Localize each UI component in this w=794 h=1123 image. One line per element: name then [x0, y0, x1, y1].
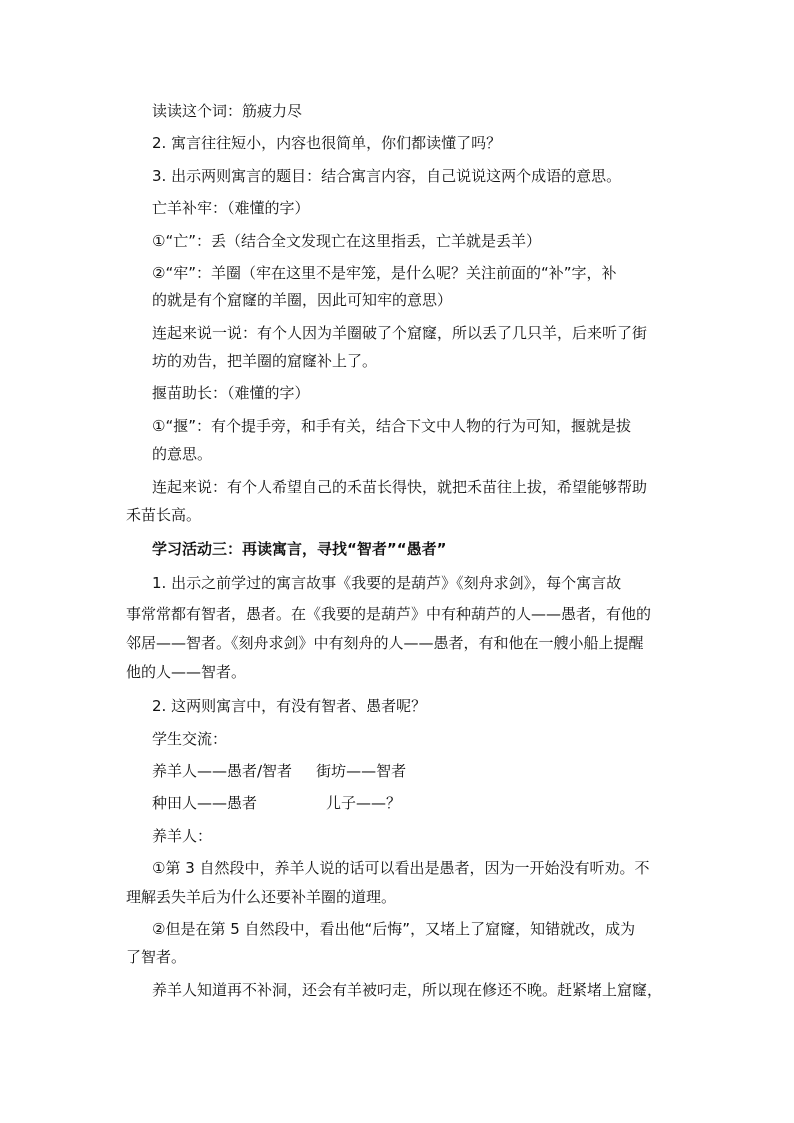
text-line: ①“揠”：有个提手旁，和手有关，结合下文中人物的行为可知，揠就是拔: [152, 417, 631, 435]
pair-line: [152, 793, 401, 813]
text-line: 事常常都有智者，愚者。在《我要的是葫芦》中有种葫芦的人——愚者，有他的: [126, 605, 652, 623]
text-line: 2. 这两则寓言中，有没有智者、愚者呢？: [152, 697, 427, 715]
text-line: ①第 3 自然段中，养羊人说的话可以看出是愚者，因为一开始没有听劝。不: [152, 859, 650, 877]
pair-right: 儿子——？: [326, 794, 402, 812]
text-line: 连起来说一说：有个人因为羊圈破了个窟窿，所以丢了几只羊，后来听了街: [152, 324, 648, 342]
text-line: 揠苗助长：（难懂的字）: [152, 384, 310, 402]
text-line: 的就是有个窟窿的羊圈，因此可知牢的意思）: [152, 291, 453, 309]
text-line: ①“亡”：丢（结合全文发现亡在这里指丢，亡羊就是丢羊）: [152, 232, 541, 250]
text-line: ②“牢”：羊圈（牢在这里不是牢笼，是什么呢？关注前面的“补”字，补: [152, 264, 617, 282]
text-line: 养羊人知道再不补洞，还会有羊被叼走，所以现在修还不晚。赶紧堵上窟窿，: [152, 981, 663, 999]
pair-left: 养羊人——愚者/智者: [152, 762, 293, 780]
text-line: 学生交流：: [152, 730, 228, 748]
text-line: 邻居——智者。《刻舟求剑》中有刻舟的人——愚者，有和他在一艘小船上提醒: [126, 634, 644, 652]
text-line: 理解丢失羊后为什么还要补羊圈的道理。: [126, 888, 397, 906]
text-line: 3. 出示两则寓言的题目：结合寓言内容，自己说说这两个成语的意思。: [152, 167, 622, 185]
text-line: 的意思。: [152, 445, 213, 463]
pair-right: 街坊——智者: [316, 762, 407, 780]
text-line: 连起来说：有个人希望自己的禾苗长得快，就把禾苗往上拔，希望能够帮助: [152, 478, 648, 496]
text-line: 亡羊补牢：（难懂的字）: [152, 199, 310, 217]
text-line: ②但是在第 5 自然段中，看出他“后悔”，又堵上了窟窿，知错就改，成为: [152, 920, 636, 938]
text-line: 禾苗长高。: [126, 506, 202, 524]
text-line: 养羊人：: [152, 827, 213, 845]
text-line: 2. 寓言往往短小，内容也很简单，你们都读懂了吗？: [152, 134, 502, 152]
text-line: 他的人——智者。: [126, 663, 247, 681]
text-line: 坊的劝告，把羊圈的窟窿补上了。: [152, 352, 378, 370]
text-line: 读读这个词：筋疲力尽: [152, 102, 303, 120]
section-heading: 学习活动三：再读寓言，寻找“智者”“愚者”: [152, 540, 447, 558]
text-line: 1. 出示之前学过的寓言故事《我要的是葫芦》《刻舟求剑》，每个寓言故: [152, 574, 622, 592]
pair-left: 种田人——愚者: [152, 794, 258, 812]
pair-line: [152, 761, 406, 781]
text-line: 了智者。: [126, 948, 187, 966]
